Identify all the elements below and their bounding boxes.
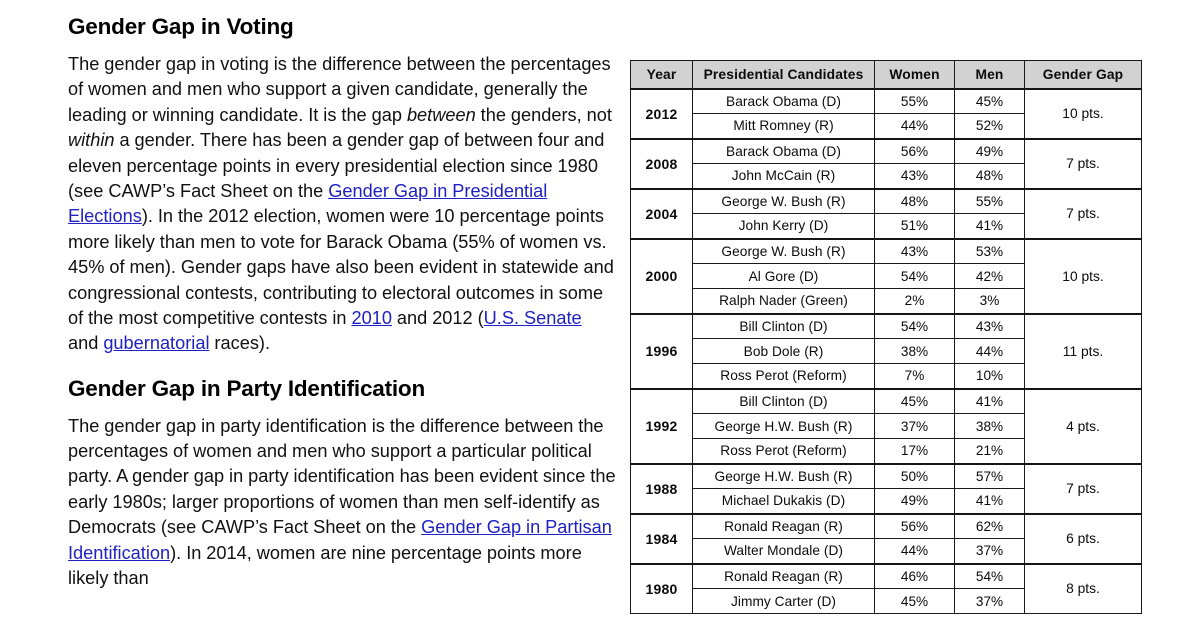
cell-candidate: Ross Perot (Reform): [693, 364, 875, 389]
table-header: [631, 61, 1142, 89]
table-row: [631, 564, 1142, 589]
cell-year: 2004: [631, 189, 693, 239]
cell-men-percent: 55%: [955, 189, 1025, 214]
cell-women-percent: 55%: [875, 89, 955, 114]
cell-gender-gap: 7 pts.: [1025, 464, 1142, 514]
cell-candidate: John McCain (R): [693, 164, 875, 189]
cell-candidate: Ronald Reagan (R): [693, 514, 875, 539]
cell-women-percent: 17%: [875, 439, 955, 464]
cell-women-percent: 44%: [875, 539, 955, 564]
emphasis-text: between: [406, 104, 476, 125]
paragraph-gender-gap-voting: The gender gap in voting is the difference between the percentages of women and men who support a given candidate, generally the leading or winning candidate. It is the gap between the genders, not within a gender. There has been a gender gap of between four and eleven percentage points in every presidential election since 1980 (see CAWP’s Fact Sheet on the Gender Gap in Presidential Elections). In the 2012 election, women were 10 percentage points more likely than men to vote for Barack Obama (55% of women vs. 45% of men). Gender gaps have also been evident in statewide and congressional contests, contributing to electoral outcomes in some of the most competitive contests in 2010 and 2012 (U.S. Senate and gubernatorial races).: [68, 53, 614, 354]
cell-men-percent: 37%: [955, 589, 1025, 614]
table-row: [631, 189, 1142, 214]
cell-candidate: Jimmy Carter (D): [693, 589, 875, 614]
cell-candidate: George H.W. Bush (R): [693, 414, 875, 439]
cell-men-percent: 44%: [955, 339, 1025, 364]
table-row: [631, 514, 1142, 539]
cell-candidate: Ross Perot (Reform): [693, 439, 875, 464]
cell-men-percent: 45%: [955, 89, 1025, 114]
cell-gender-gap: 8 pts.: [1025, 564, 1142, 614]
cell-gender-gap: 6 pts.: [1025, 514, 1142, 564]
cell-gender-gap: 7 pts.: [1025, 189, 1142, 239]
cell-men-percent: 43%: [955, 314, 1025, 339]
cell-candidate: Bill Clinton (D): [693, 389, 875, 414]
cell-candidate: George W. Bush (R): [693, 239, 875, 264]
column-header-candidates: Presidential Candidates: [693, 61, 875, 89]
table-row: [631, 389, 1142, 414]
cell-candidate: Bill Clinton (D): [693, 314, 875, 339]
cell-year: 1988: [631, 464, 693, 514]
cell-candidate: Al Gore (D): [693, 264, 875, 289]
cell-women-percent: 38%: [875, 339, 955, 364]
hyperlink[interactable]: Gender Gap in Partisan Identification: [68, 517, 612, 563]
cell-candidate: Barack Obama (D): [693, 89, 875, 114]
hyperlink[interactable]: gubernatorial: [103, 333, 210, 354]
cell-women-percent: 56%: [875, 514, 955, 539]
cell-gender-gap: 7 pts.: [1025, 139, 1142, 189]
article-text-column: [68, 14, 616, 591]
cell-women-percent: 43%: [875, 239, 955, 264]
cell-men-percent: 54%: [955, 564, 1025, 589]
hyperlink[interactable]: U.S. Senate: [483, 307, 582, 328]
cell-women-percent: 2%: [875, 289, 955, 314]
cell-men-percent: 38%: [955, 414, 1025, 439]
cell-men-percent: 48%: [955, 164, 1025, 189]
cell-candidate: Ralph Nader (Green): [693, 289, 875, 314]
cell-men-percent: 49%: [955, 139, 1025, 164]
cell-candidate: Walter Mondale (D): [693, 539, 875, 564]
cell-men-percent: 37%: [955, 539, 1025, 564]
cell-year: 2012: [631, 89, 693, 139]
cell-candidate: George W. Bush (R): [693, 189, 875, 214]
cell-women-percent: 54%: [875, 264, 955, 289]
table-body: [631, 89, 1142, 614]
paragraph-gender-gap-party-identification: The gender gap in party identification is the difference between the percentages of women and men who support a particular political party. A gender gap in party identification has been evident since the early 1980s; larger proportions of women than men self-identify as Democrats (see CAWP’s Fact Sheet on the Gender Gap in Partisan Identification). In 2014, women are nine percentage points more likely than: [68, 415, 616, 589]
cell-candidate: Barack Obama (D): [693, 139, 875, 164]
cell-women-percent: 51%: [875, 214, 955, 239]
cell-men-percent: 42%: [955, 264, 1025, 289]
cell-candidate: Ronald Reagan (R): [693, 564, 875, 589]
cell-women-percent: 48%: [875, 189, 955, 214]
cell-women-percent: 37%: [875, 414, 955, 439]
column-header-year: Year: [631, 61, 693, 89]
cell-men-percent: 10%: [955, 364, 1025, 389]
cell-candidate: John Kerry (D): [693, 214, 875, 239]
table-row: [631, 464, 1142, 489]
cell-women-percent: 56%: [875, 139, 955, 164]
cell-women-percent: 49%: [875, 489, 955, 514]
cell-women-percent: 45%: [875, 589, 955, 614]
cell-year: 1984: [631, 514, 693, 564]
cell-women-percent: 43%: [875, 164, 955, 189]
cell-men-percent: 53%: [955, 239, 1025, 264]
cell-gender-gap: 10 pts.: [1025, 239, 1142, 314]
table-row: [631, 89, 1142, 114]
cell-year: 2008: [631, 139, 693, 189]
cell-year: 1992: [631, 389, 693, 464]
hyperlink[interactable]: Gender Gap in Presidential Elections: [68, 180, 548, 227]
page-title: Gender Gap in Voting: [68, 14, 294, 39]
cell-women-percent: 45%: [875, 389, 955, 414]
column-header-women: Women: [875, 61, 955, 89]
emphasis-text: within: [68, 130, 115, 151]
cell-gender-gap: 10 pts.: [1025, 89, 1142, 139]
cell-men-percent: 41%: [955, 489, 1025, 514]
gender-gap-table: [630, 60, 1142, 614]
cell-men-percent: 62%: [955, 514, 1025, 539]
cell-men-percent: 41%: [955, 214, 1025, 239]
cell-men-percent: 52%: [955, 114, 1025, 139]
column-header-men: Men: [955, 61, 1025, 89]
cell-year: 1996: [631, 314, 693, 389]
gender-gap-table-container: [630, 60, 1141, 614]
cell-candidate: Michael Dukakis (D): [693, 489, 875, 514]
cell-men-percent: 57%: [955, 464, 1025, 489]
table-row: [631, 239, 1142, 264]
cell-candidate: Mitt Romney (R): [693, 114, 875, 139]
cell-candidate: Bob Dole (R): [693, 339, 875, 364]
cell-year: 2000: [631, 239, 693, 314]
cell-gender-gap: 4 pts.: [1025, 389, 1142, 464]
section-heading-party-identification: Gender Gap in Party Identification: [68, 375, 426, 401]
hyperlink[interactable]: 2010: [351, 307, 392, 328]
cell-men-percent: 41%: [955, 389, 1025, 414]
cell-candidate: George H.W. Bush (R): [693, 464, 875, 489]
cell-year: 1980: [631, 564, 693, 614]
table-row: [631, 314, 1142, 339]
cell-gender-gap: 11 pts.: [1025, 314, 1142, 389]
cell-women-percent: 44%: [875, 114, 955, 139]
table-row: [631, 139, 1142, 164]
column-header-gender-gap: Gender Gap: [1025, 61, 1142, 89]
cell-men-percent: 3%: [955, 289, 1025, 314]
cell-women-percent: 50%: [875, 464, 955, 489]
cell-men-percent: 21%: [955, 439, 1025, 464]
cell-women-percent: 7%: [875, 364, 955, 389]
cell-women-percent: 54%: [875, 314, 955, 339]
cell-women-percent: 46%: [875, 564, 955, 589]
table-header-row: [631, 61, 1142, 89]
